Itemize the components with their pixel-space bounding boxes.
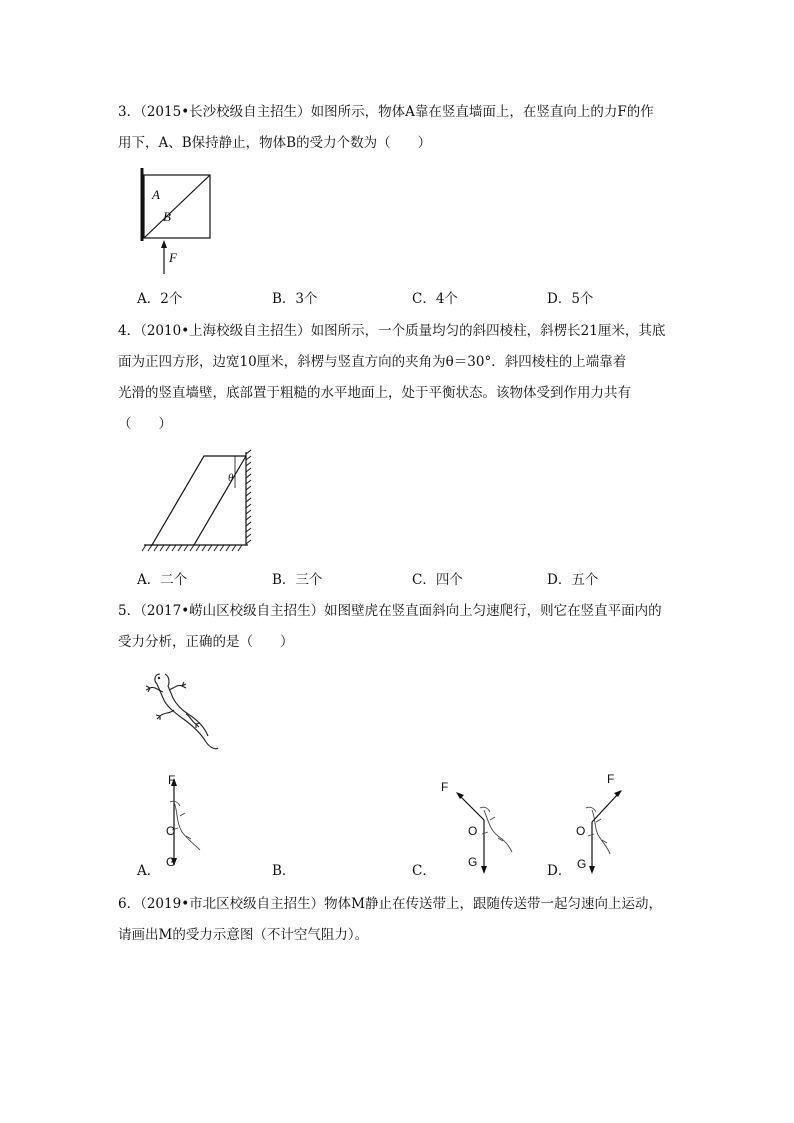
option-5b[interactable]: B． [272,863,296,879]
question-source: （2017•崂山区校级自主招生） [140,603,325,619]
option-5c-figure [448,780,518,872]
option-4c[interactable]: C．四个 [412,572,463,588]
option-4b[interactable]: B．三个 [272,572,323,588]
question-5-line2: 受力分析，正确的是（ ） [118,634,294,650]
figure-q3-label-b: B [163,209,171,224]
question-text: 物体M静止在传送带上，跟随传送带一起匀速向上运动， [324,896,662,912]
option-5d-label-f: F [607,772,615,786]
question-number: 5． [118,603,141,619]
option-5a[interactable]: A． [137,863,161,879]
question-4 [118,316,678,440]
question-number: 4． [118,323,141,339]
question-6-line2: 请画出M的受力示意图（不计空气阻力）。 [118,927,369,943]
option-5c[interactable]: C． [412,863,436,879]
question-5-line1 [118,596,678,627]
option-4a[interactable]: A．二个 [137,572,188,588]
figure-q3-label-a: A [152,187,160,202]
gecko-illustration [138,668,223,753]
question-4-line2: 面为正四方形，边宽10厘米，斜楞与竖直方向的夹角为θ＝30°．斜四棱柱的上端靠着 [118,354,627,370]
question-6 [118,889,678,951]
option-5c-label-f: F [441,780,449,794]
question-number: 6． [118,896,141,912]
option-5a-label-o: O [166,824,176,838]
option-5a-label-f: F [168,773,176,787]
option-5a-label-g: G [166,855,176,869]
question-4-line4: （ ） [118,416,172,432]
option-3d[interactable]: D．5个 [547,291,594,307]
option-5d[interactable]: D． [547,863,572,879]
option-5c-label-g: G [468,855,478,869]
question-source: （2019•市北区校级自主招生） [140,896,325,912]
option-4d[interactable]: D．五个 [547,572,599,588]
question-text: 如图所示，物体A靠在竖直墙面上，在竖直向上的力F的作 [310,104,654,120]
question-source: （2010•上海校级自主招生） [140,323,311,339]
question-5 [118,596,678,658]
question-text: 如图壁虎在竖直面斜向上匀速爬行，则它在竖直平面内的 [324,603,662,619]
figure-q3-label-f: F [169,250,177,265]
option-3c[interactable]: C．4个 [412,291,458,307]
figure-q4-label-theta: θ [228,472,234,484]
question-text: 如图所示，一个质量均匀的斜四棱柱，斜楞长21厘米，其底 [310,323,666,339]
question-3-line2: 用下，A、B保持静止，物体B的受力个数为（ ） [118,135,432,151]
question-source: （2015•长沙校级自主招生） [140,104,311,120]
question-3-line1 [118,97,678,128]
figure-q4-slanted-prism [140,448,252,552]
option-5d-label-o: O [576,824,586,838]
option-5d-label-g: G [577,857,587,871]
question-3 [118,97,678,159]
question-4-line1 [118,316,678,347]
question-4-line3: 光滑的竖直墙壁，底部置于粗糙的水平地面上，处于平衡状态。该物体受到作用力共有 [118,385,631,401]
option-5c-label-o: O [468,824,478,838]
question-number: 3． [118,104,141,120]
option-3a[interactable]: A．2个 [137,291,183,307]
question-6-line1 [118,889,678,920]
option-3b[interactable]: B．3个 [272,291,318,307]
